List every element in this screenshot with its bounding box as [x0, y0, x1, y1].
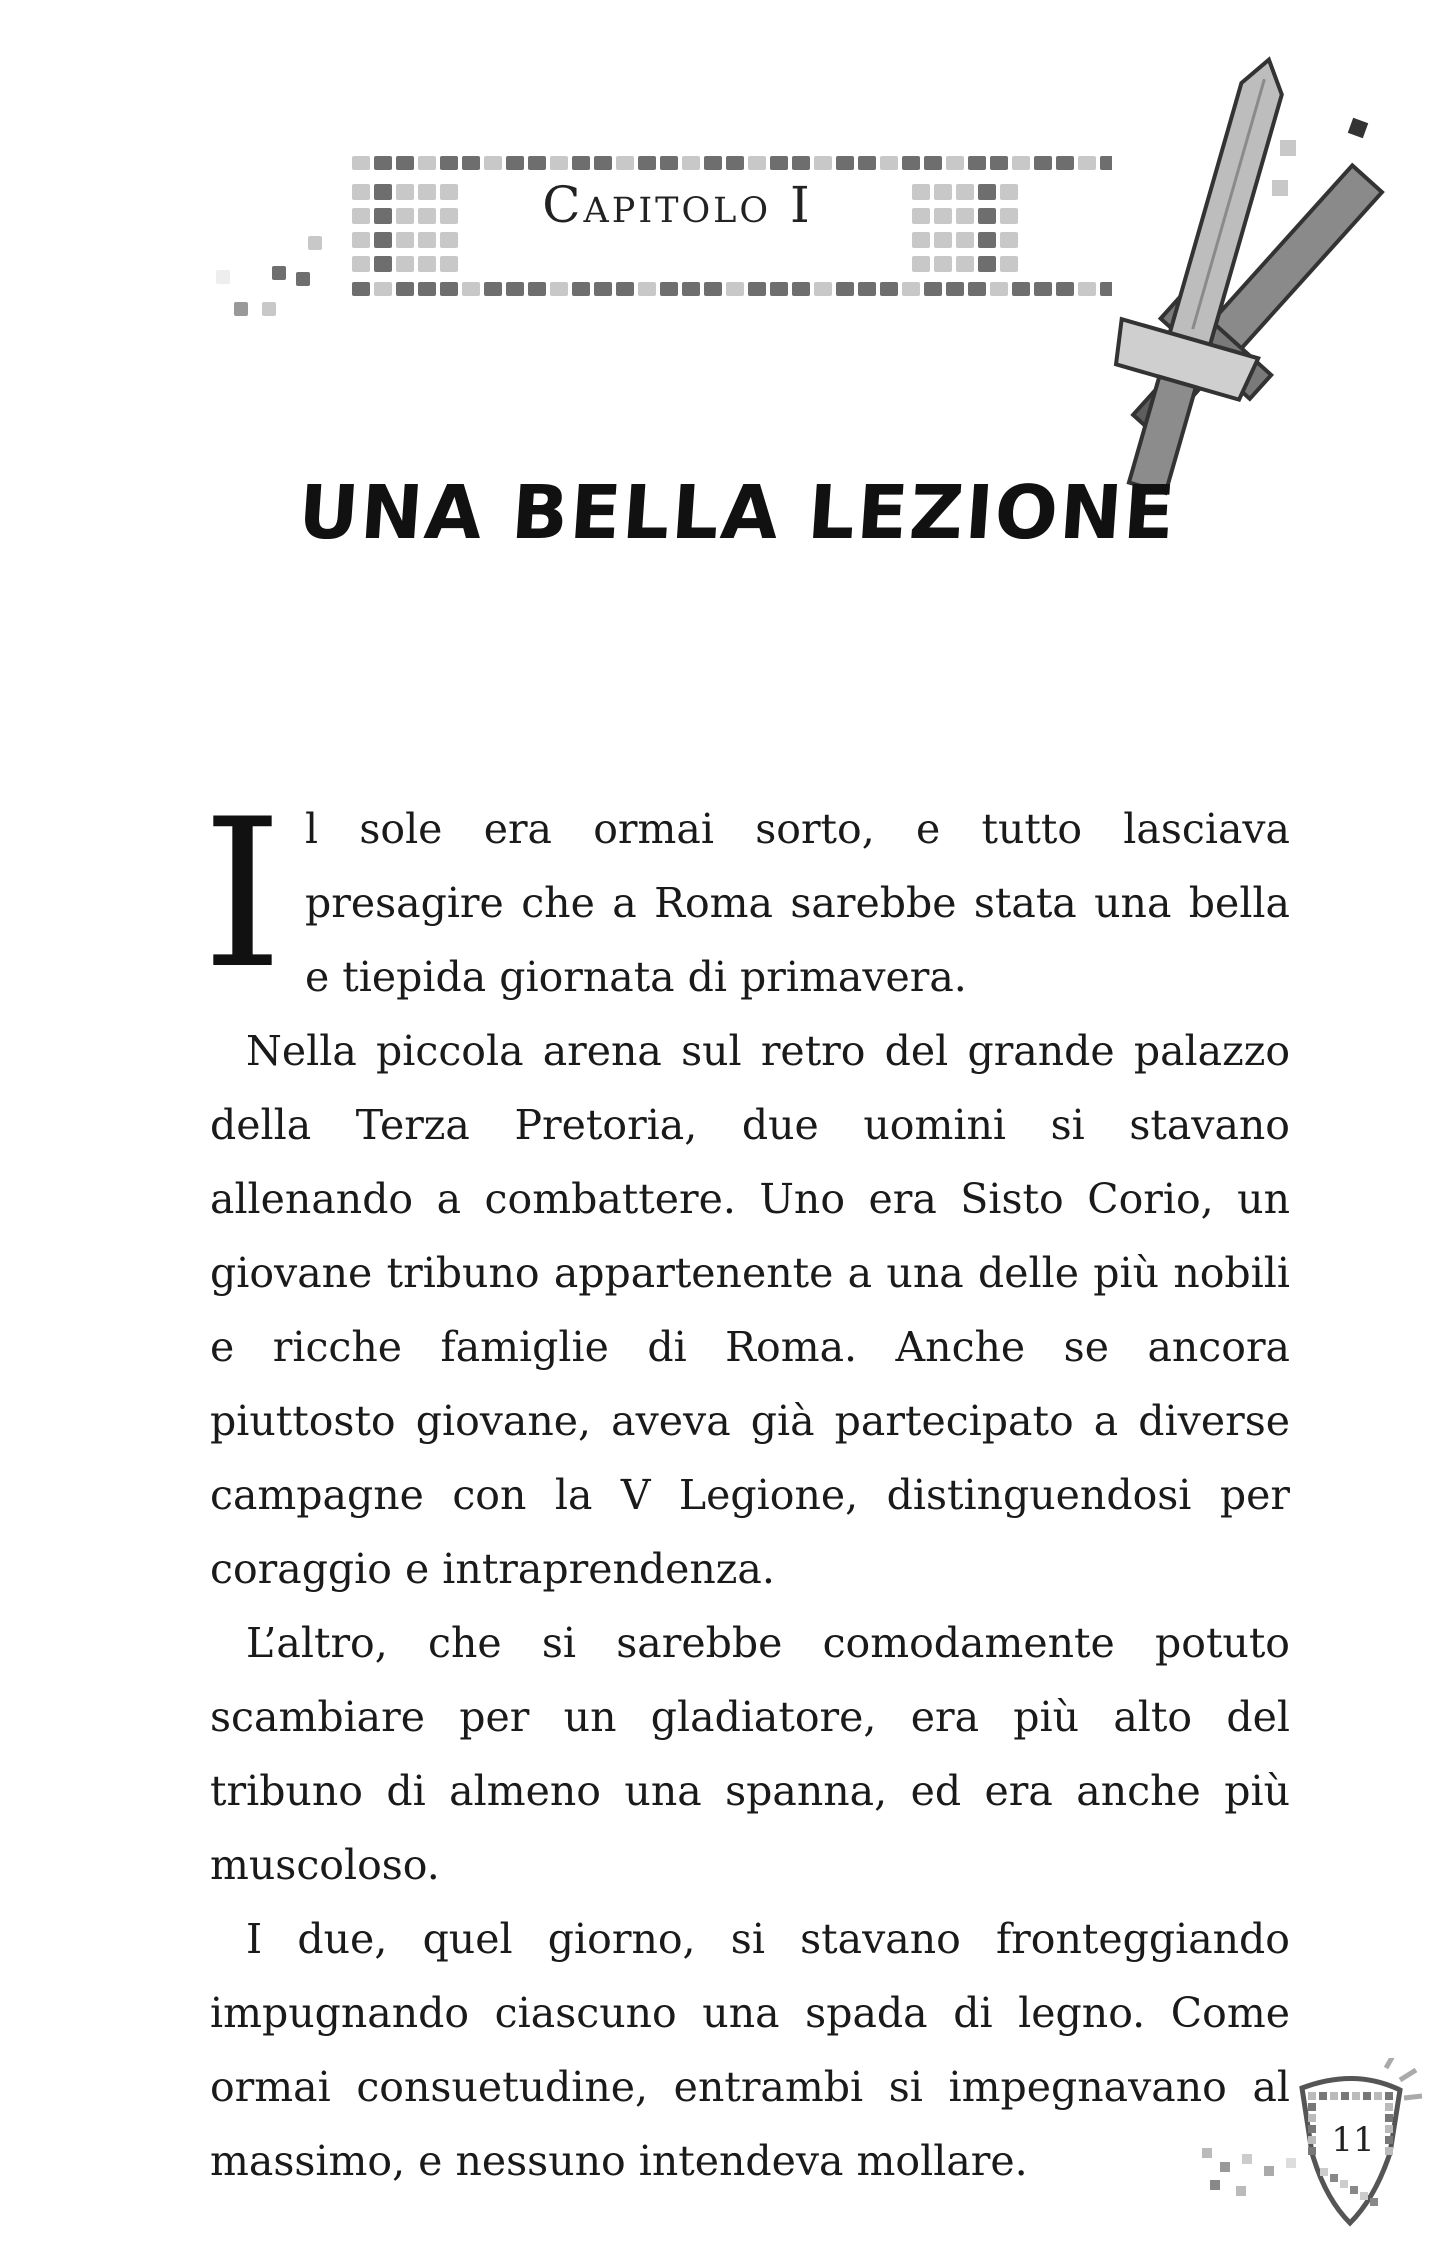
page-number: 11: [1331, 2120, 1375, 2160]
paragraph-3: L’altro, che si sarebbe comodamente potuto scambiare per un gladiatore, era più alto del tribuno di almeno una spanna, ed era anche più muscoloso.: [210, 1619, 1290, 1889]
paragraph-4: I due, quel giorno, si stavano fronteggiando impugnando ciascuno una spada di legno. Come ormai consuetudine, entrambi si impegnavano al massimo, e nessuno intendeva mollare.: [210, 1915, 1290, 2185]
shield-icon: [1190, 2058, 1430, 2238]
body-text: [202, 776, 1290, 2198]
paragraph-1: l sole era ormai sorto, e tutto lasciava presagire che a Roma sarebbe stata una bella e tiepida giornata di primavera.: [304, 805, 1290, 1001]
page-footer: [1190, 2058, 1430, 2238]
chapter-title: [0, 470, 1445, 556]
chapter-title-text: UNA BELLA LEZIONE: [295, 470, 1180, 556]
first-paragraph-block: [202, 776, 1290, 1014]
chapter-label-text: Capitolo I: [542, 176, 813, 234]
paragraph-2: Nella piccola arena sul retro del grande palazzo della Terza Pretoria, due uomini si stavano allenando a combattere. Uno era Sisto Corio, un giovane tribuno appartenente a una delle più nobili e ricche famiglie di Roma. Anche se ancora piuttosto giovane, aveva già partecipato a diverse campagne con la V Legione, distinguendosi per coraggio e intraprendenza.: [210, 1027, 1290, 1593]
drop-cap: I: [202, 776, 283, 1014]
crossed-swords-icon: [1010, 40, 1410, 510]
